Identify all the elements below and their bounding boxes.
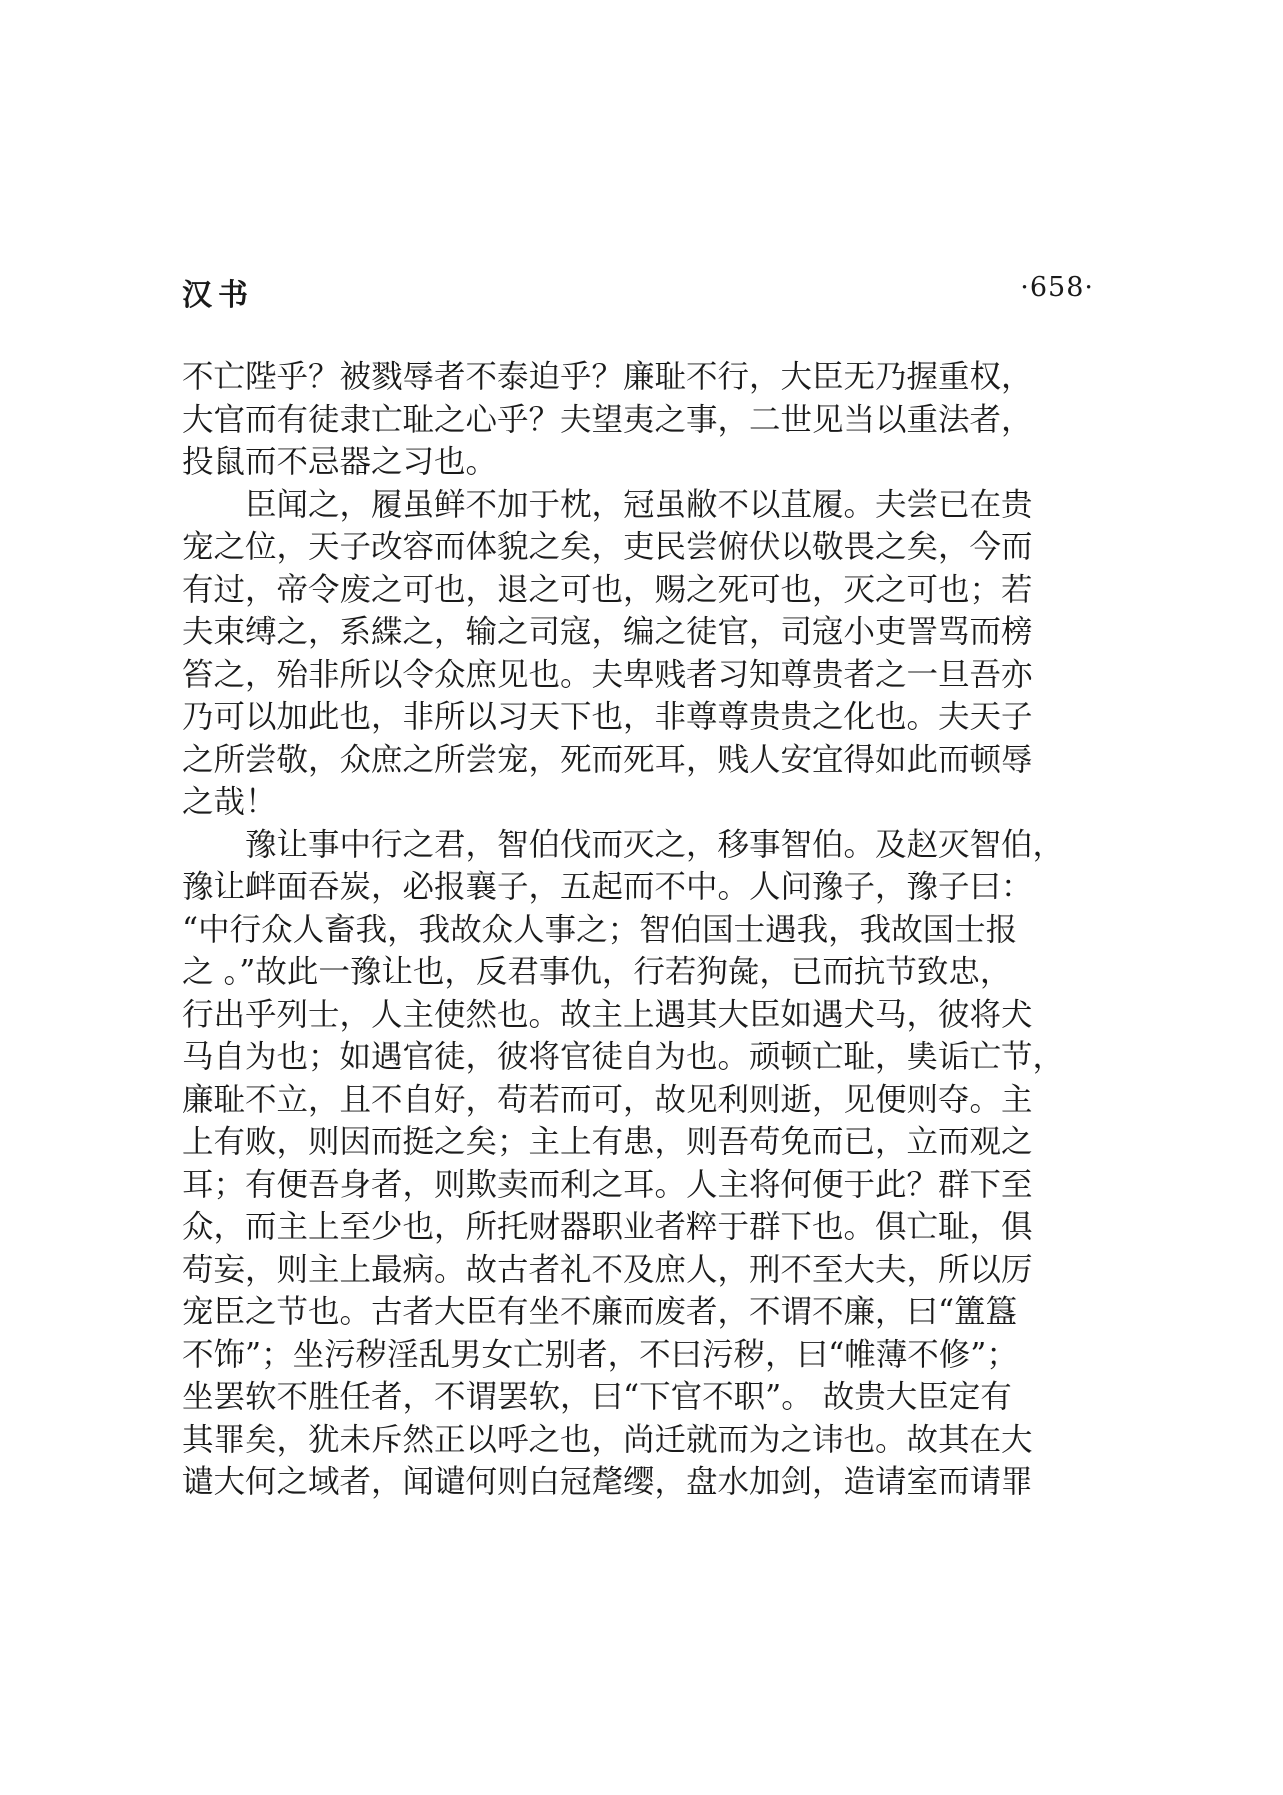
text-line: 坐罢软不胜任者，不谓罢软，曰“下官不职”。 故贵大臣定有 [182,1379,1012,1415]
text-line: “中行众人畜我，我故众人事之；智伯国士遇我，我故国士报 [182,911,1018,948]
text-line: 马自为也；如遇官徒，彼将官徒自为也。顽顿亡耻，奊诟亡节， [182,1039,1065,1075]
text-line: 宠臣之节也。古者大臣有坐不廉而废者，不谓不廉，曰“簠簋 [182,1294,1018,1330]
text-line: 之哉！ [182,784,277,820]
running-header [182,270,1094,314]
text-line: 投鼠而不忌器之习也。 [182,444,498,480]
body-text [182,356,1094,1504]
text-line: 苟妄，则主上最病。故古者礼不及庶人，刑不至大夫，所以厉 [182,1251,1033,1288]
text-line: 廉耻不立，且不自好，苟若而可，故见利则逝，见便则夺。主 [182,1081,1033,1118]
text-line: 不亡陛乎？被戮辱者不泰迫乎？廉耻不行，大臣无乃握重权， [182,359,1033,395]
text-line: 乃可以加此也，非所以习天下也，非尊尊贵贵之化也。夫天子 [182,699,1033,735]
text-line: 臣闻之，履虽鲜不加于枕，冠虽敝不以苴履。夫尝已在贵 [182,486,1033,523]
page-number: ·658· [1020,272,1094,303]
text-line: 其罪矣，犹未斥然正以呼之也，尚迁就而为之讳也。故其在大 [182,1421,1033,1458]
text-line: 众，而主上至少也，所托财器职业者粹于群下也。俱亡耻，俱 [182,1209,1033,1245]
text-line: 之 。”故此一豫让也，反君事仇，行若狗彘，已而抗节致忠， [182,954,1012,990]
text-line: 谴大何之域者，闻谴何则白冠氂缨，盘水加剑，造请室而请罪 [182,1464,1033,1500]
text-line: 不饰”；坐污秽淫乱男女亡别者，不曰污秽，曰“帷薄不修”； [182,1336,1018,1373]
text-line: 豫让衅面吞炭，必报襄子，五起而不中。人问豫子，豫子曰： [182,869,1033,905]
text-line: 大官而有徒隶亡耻之心乎？夫望夷之事，二世见当以重法者， [182,401,1033,438]
text-line: 耳；有便吾身者，则欺卖而利之耳。人主将何便于此？群下至 [182,1166,1033,1203]
book-title: 汉书 [182,278,254,313]
text-line: 夫束缚之，系緤之，输之司寇，编之徒官，司寇小吏詈骂而榜 [182,614,1033,650]
text-line: 宠之位，天子改容而体貌之矣，吏民尝俯伏以敬畏之矣，今而 [182,529,1033,565]
text-line: 行出乎列士，人主使然也。故主上遇其大臣如遇犬马，彼将犬 [182,996,1033,1033]
text-line: 上有败，则因而挺之矣；主上有患，则吾苟免而已，立而观之 [182,1124,1033,1160]
text-line: 有过，帝令废之可也，退之可也，赐之死可也，灭之可也；若 [182,571,1033,608]
text-line: 笞之，殆非所以令众庶见也。夫卑贱者习知尊贵者之一旦吾亦 [182,656,1033,693]
text-line: 之所尝敬，众庶之所尝宠，死而死耳，贱人安宜得如此而顿辱 [182,741,1033,778]
text-line: 豫让事中行之君，智伯伐而灭之，移事智伯。及赵灭智伯， [182,826,1065,863]
